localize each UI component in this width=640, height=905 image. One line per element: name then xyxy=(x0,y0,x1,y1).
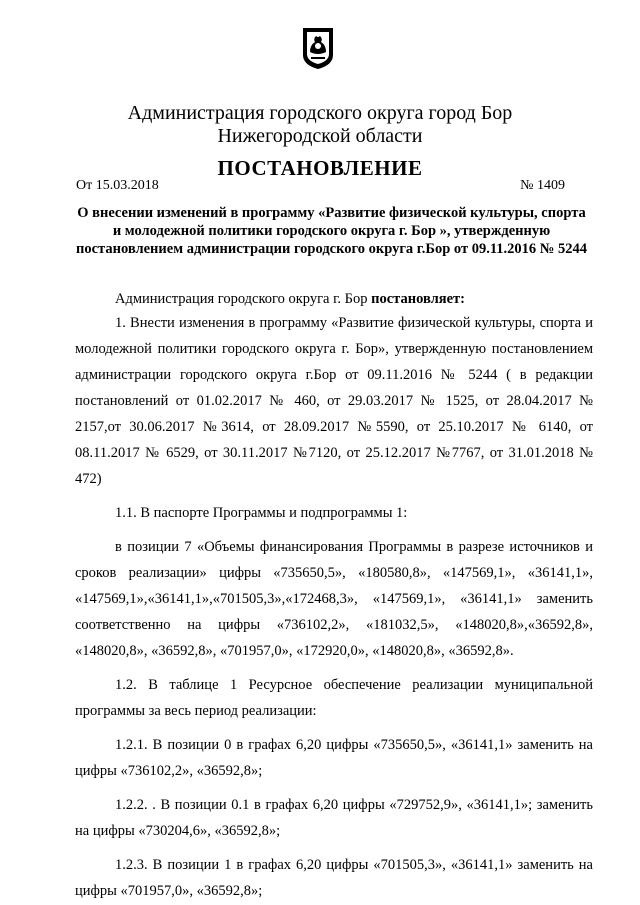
item-1-2-paragraph: 1.2. В таблице 1 Ресурсное обеспечение реализации муниципальной программы за весь период реализации: xyxy=(75,677,593,719)
intro-bold-verb: постановляет xyxy=(371,291,461,307)
item-1-1-text-paragraph: в позиции 7 «Объемы финансирования Программы в разрезе источников и сроков реализации» цифры «735650,5», «180580,8», «147569,1», «36141,1», «147569,1»,«36141,1»,«701505,3»,«172468,3», «147569,1», «36141,1» заменить соответственно на цифры «736102,2», «181032,5», «148020,8»,«36592,8», «148020,8», «36592,8», «701957,0», «172920,0», «148020,8», «36592,8». xyxy=(75,539,593,659)
document-number: № 1409 xyxy=(520,178,565,193)
document-body xyxy=(75,286,593,904)
item-1-2-2-paragraph: 1.2.2. . В позиции 0.1 в графах 6,20 цифры «729752,9», «36141,1»; заменить на цифры «730204,6», «36592,8»; xyxy=(75,797,593,839)
item-1-paragraph: 1. Внести изменения в программу «Развитие физической культуры, спорта и молодежной политики городского округа г. Бор», утвержденную постановлением администрации городского округа г.Бор от 09.11.2016 № 5244 ( в редакции постановлений от 01.02.2017 № 460, от 29.03.2017 № 1525, от 28.04.2017 № 2157,от 30.06.2017 №3614, от 28.09.2017 №5590, от 25.10.2017 № 6140, от 08.11.2017 № 6529, от 30.11.2017 №7120, от 25.12.2017 №7767, от 31.01.2018 № 472) xyxy=(75,315,593,487)
document-date: От 15.03.2018 xyxy=(76,178,159,193)
document-type-title: ПОСТАНОВЛЕНИЕ xyxy=(217,156,423,180)
intro-colon: : xyxy=(460,291,465,307)
region-name: Нижегородской области xyxy=(217,125,423,147)
document-subject: О внесении изменений в программу «Развитие физической культуры, спорта и молодежной политики городского округа г. Бор », утвержденную постановлением администрации городского округа г.Бор от 09.11.2016 № 5244 xyxy=(76,205,587,257)
intro-text: Администрация городского округа г. Бор xyxy=(115,291,372,307)
coat-of-arms-icon xyxy=(300,25,336,71)
item-1-1-paragraph: 1.1. В паспорте Программы и подпрограммы 1: xyxy=(115,505,408,521)
item-1-2-1-paragraph: 1.2.1. В позиции 0 в графах 6,20 цифры «735650,5», «36141,1» заменить на цифры «736102,2», «36592,8»; xyxy=(75,737,593,779)
item-1-2-3-paragraph: 1.2.3. В позиции 1 в графах 6,20 цифры «701505,3», «36141,1» заменить на цифры «701957,0», «36592,8»; xyxy=(75,857,593,899)
intro-paragraph xyxy=(75,286,593,312)
administration-name: Администрация городского округа город Бор xyxy=(127,102,513,124)
